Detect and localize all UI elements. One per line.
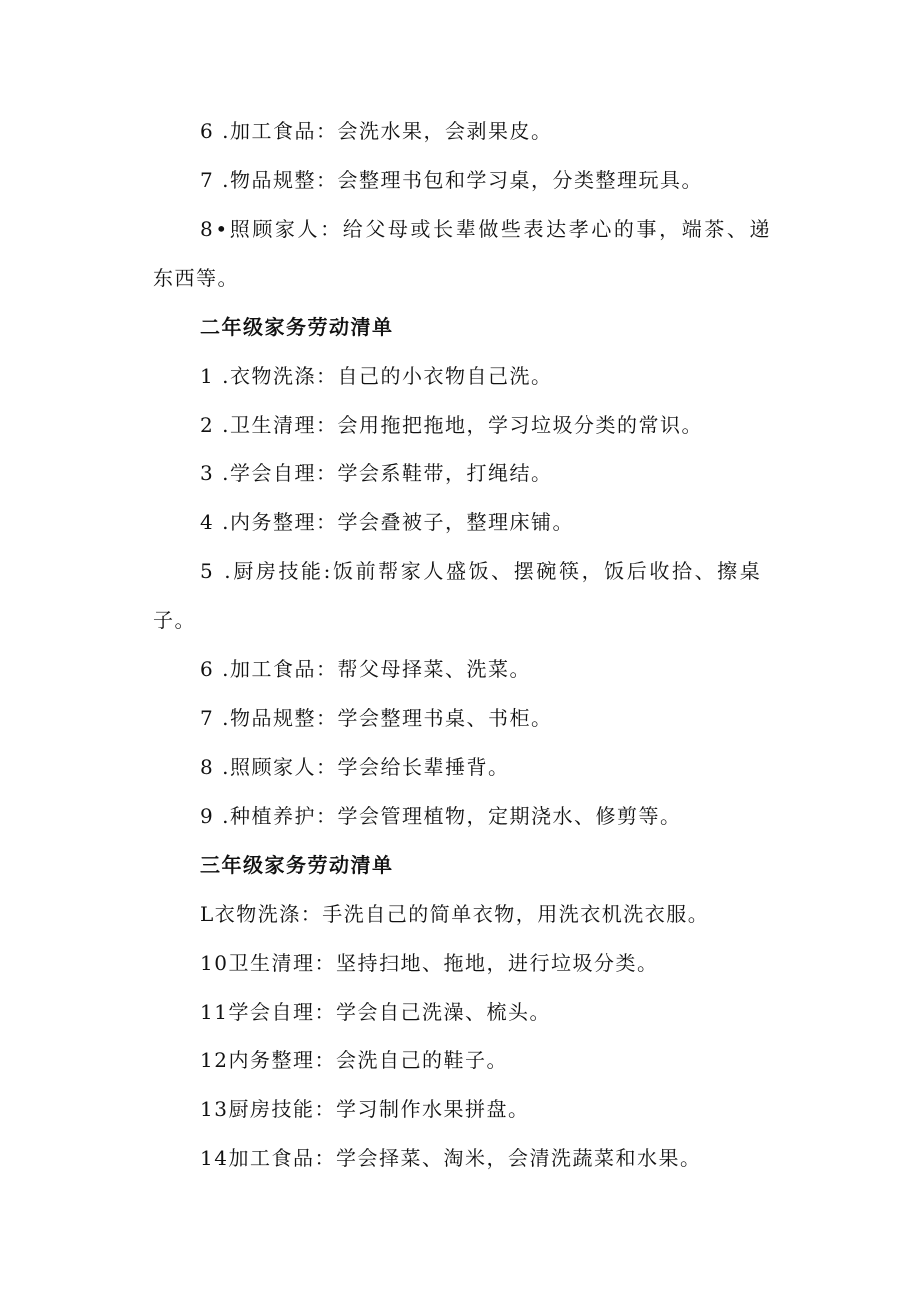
list-item: 11学会自理：学会自己洗澡、梳头。 — [200, 1000, 551, 1024]
section-heading-grade3: 三年级家务劳动清单 — [200, 853, 394, 877]
list-item-continuation: 子。 — [153, 608, 196, 632]
list-item: 10卫生清理：坚持扫地、拖地，进行垃圾分类。 — [200, 951, 659, 975]
list-item: L衣物洗涤：手洗自己的简单衣物，用洗衣机洗衣服。 — [200, 902, 710, 926]
list-item: 5 .厨房技能:饭前帮家人盛饭、摆碗筷，饭后收拾、擦桌 — [200, 559, 763, 583]
list-item: 8•照顾家人：给父母或长辈做些表达孝心的事，端茶、递 — [200, 217, 773, 241]
list-item: 7 .物品规整：学会整理书桌、书柜。 — [200, 706, 553, 730]
list-item: 6 .加工食品：帮父母择菜、洗菜。 — [200, 657, 531, 681]
list-item: 3 .学会自理：学会系鞋带，打绳结。 — [200, 461, 553, 485]
list-item: 12内务整理：会洗自己的鞋子。 — [200, 1048, 508, 1072]
list-item: 13厨房技能：学习制作水果拼盘。 — [200, 1097, 530, 1121]
list-item: 14加工食品：学会择菜、淘米，会清洗蔬菜和水果。 — [200, 1146, 702, 1170]
list-item: 6 .加工食品：会洗水果，会剥果皮。 — [200, 119, 553, 143]
list-item: 1 .衣物洗涤：自己的小衣物自己洗。 — [200, 364, 553, 388]
list-item-continuation: 东西等。 — [153, 266, 239, 290]
list-item: 9 .种植养护：学会管理植物，定期浇水、修剪等。 — [200, 804, 682, 828]
list-item: 8 .照顾家人：学会给长辈捶背。 — [200, 755, 510, 779]
list-item: 4 .内务整理：学会叠被子，整理床铺。 — [200, 510, 574, 534]
section-heading-grade2: 二年级家务劳动清单 — [200, 315, 394, 339]
list-item: 7 .物品规整：会整理书包和学习桌，分类整理玩具。 — [200, 168, 703, 192]
list-item: 2 .卫生清理：会用拖把拖地，学习垃圾分类的常识。 — [200, 413, 703, 437]
